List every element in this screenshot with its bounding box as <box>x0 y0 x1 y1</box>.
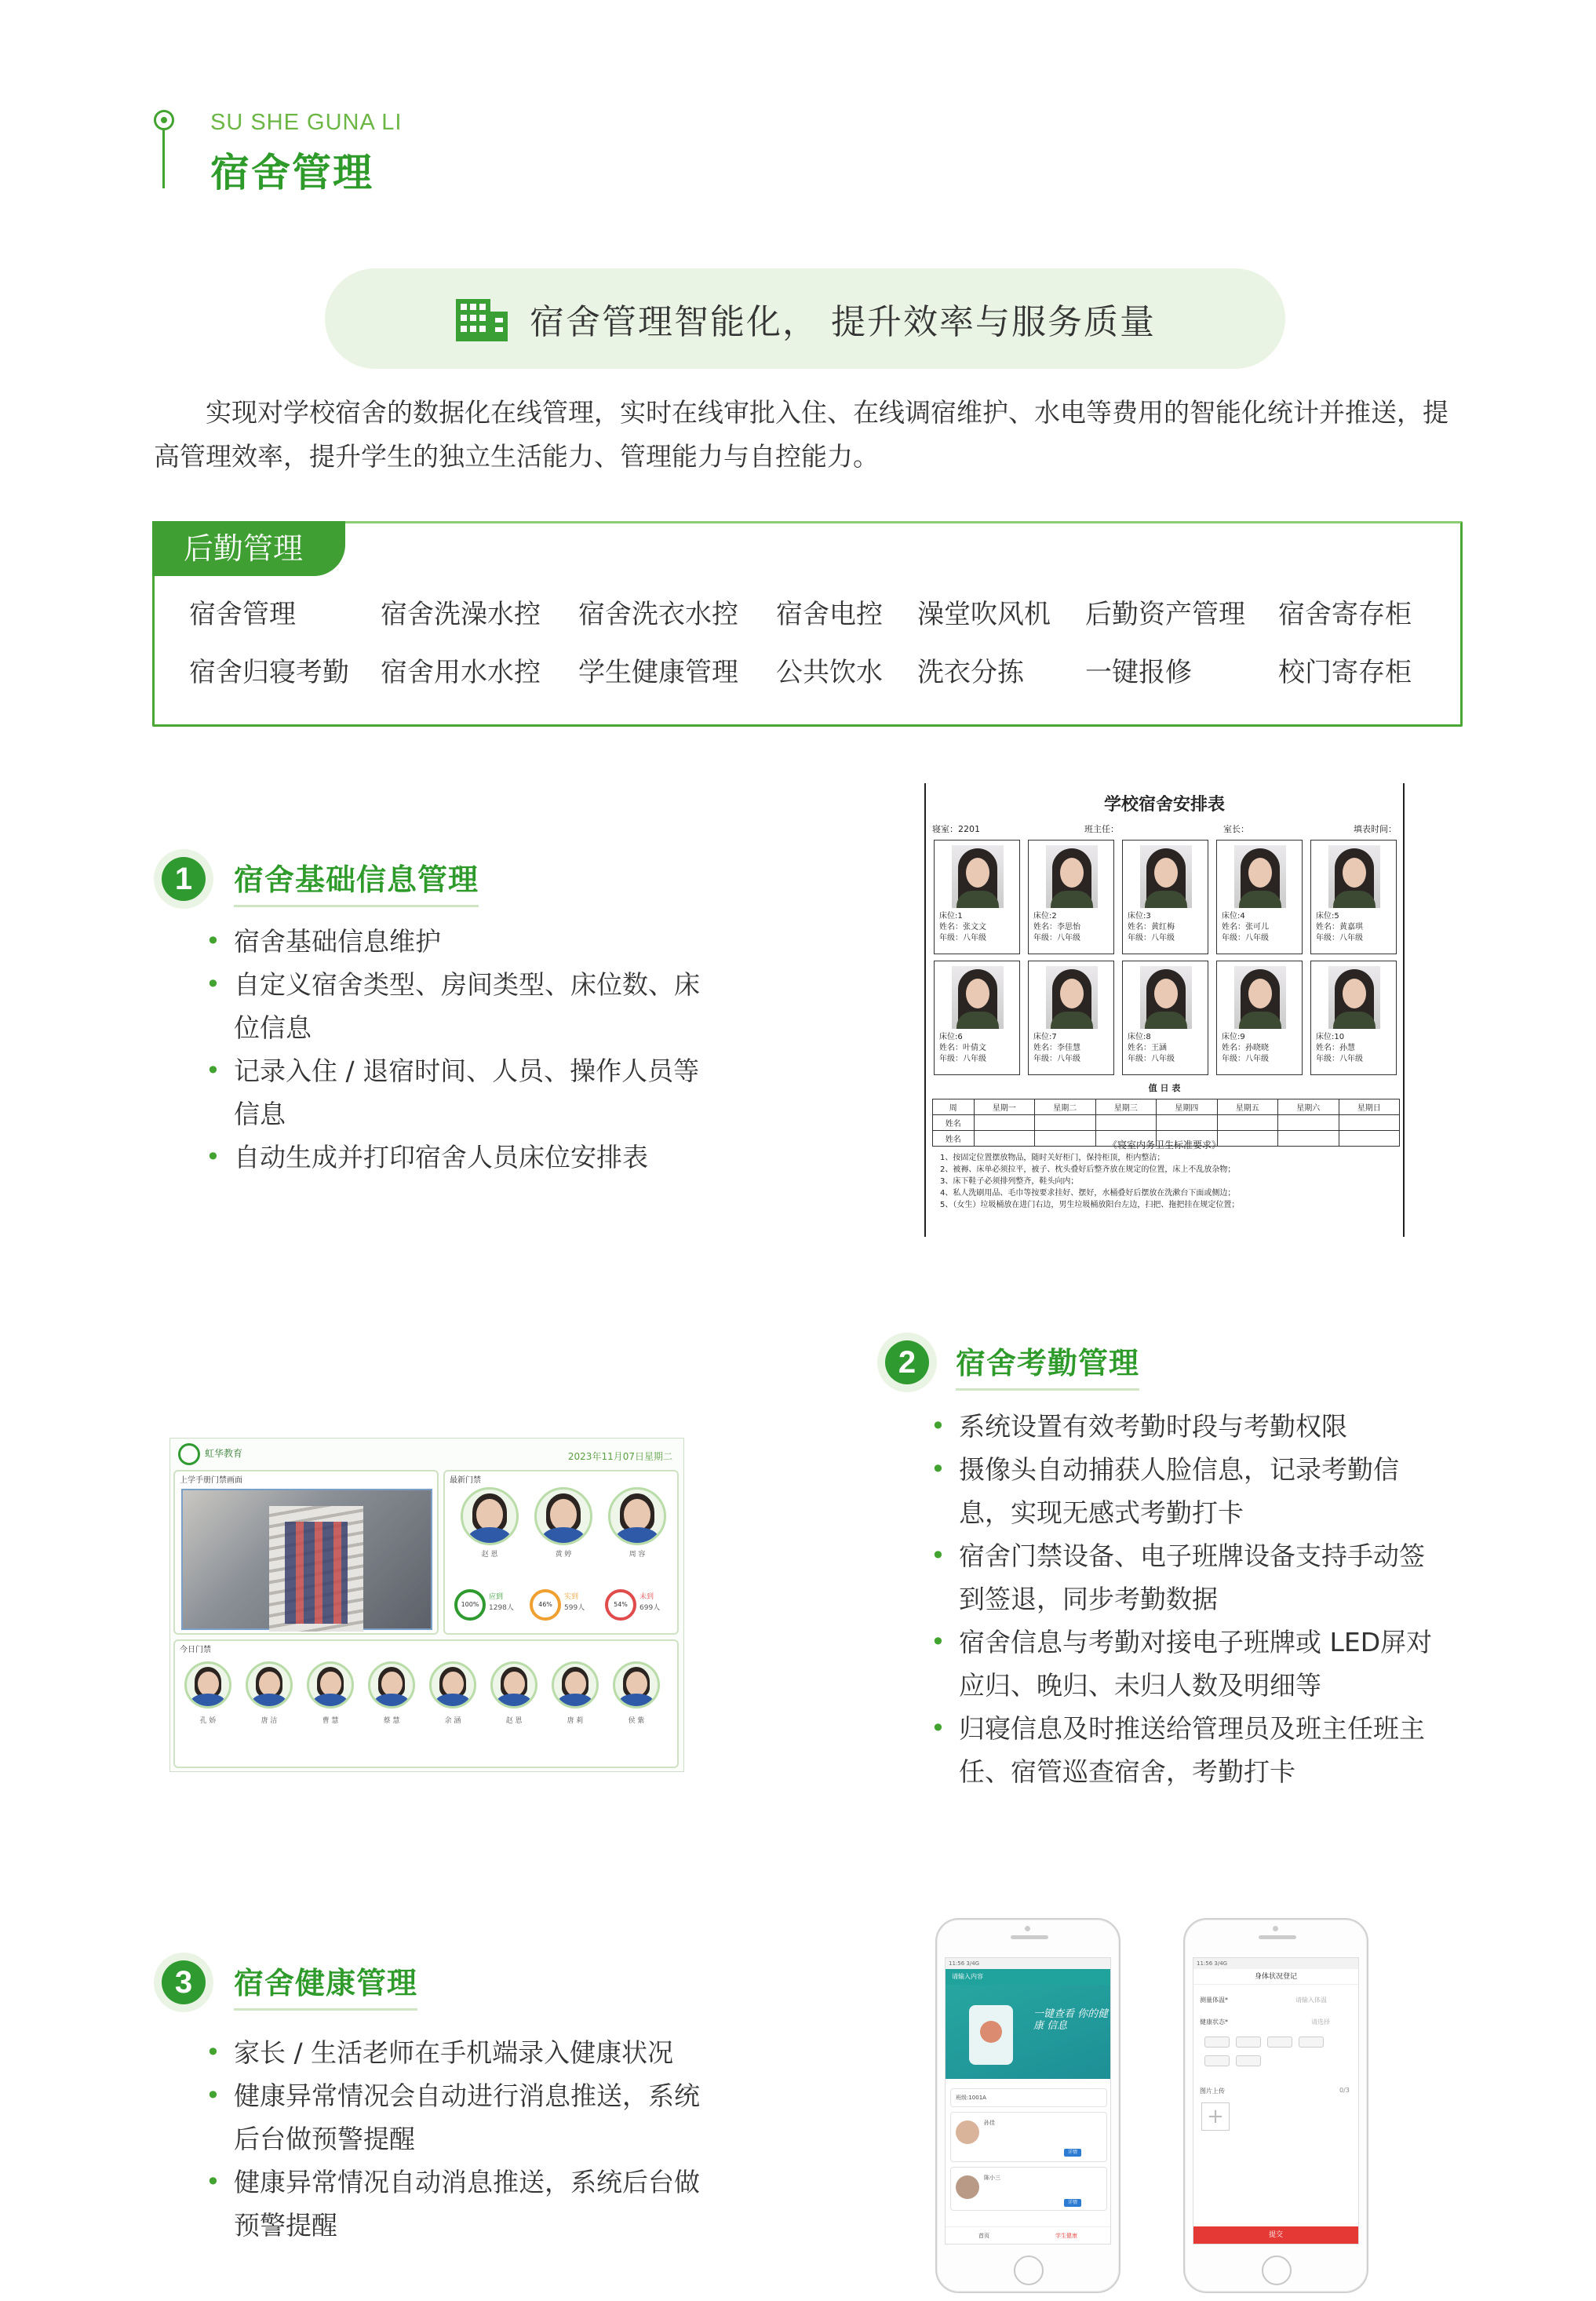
phone-illustration-icon <box>969 2005 1013 2065</box>
status-chip[interactable] <box>1299 2037 1324 2048</box>
bed-card: 床位:10 姓名：孙慧 年级：八年级 <box>1310 961 1397 1075</box>
logistics-item: 宿舍洗衣水控 <box>578 599 738 630</box>
logistics-item: 宿舍用水水控 <box>381 657 541 688</box>
student-photo <box>952 845 1004 908</box>
avatar-name: 曹 慧 <box>322 1717 339 1725</box>
student-photo <box>1328 966 1380 1029</box>
student-photo <box>952 966 1004 1029</box>
sheet-meta: 寝室：2201 班主任： 室长： 填表时间： <box>932 824 1397 834</box>
gauge-count: 1298人 <box>489 1604 514 1612</box>
section-title: 宿舍基础信息管理 <box>234 855 479 907</box>
home-button <box>1262 2255 1292 2285</box>
logistics-item: 一键报修 <box>1085 657 1192 688</box>
avatar <box>246 1661 293 1708</box>
student-photo <box>1234 966 1286 1029</box>
list-item: • 系统设置有效考勤时段与考勤权限 <box>931 1405 1433 1448</box>
avatar <box>368 1661 415 1708</box>
avatar-name: 赵 恩 <box>505 1717 523 1725</box>
banner-text: 宿舍管理智能化， 提升效率与服务质量 <box>530 302 1156 342</box>
student-card[interactable]: 孙佳 详情 <box>950 2112 1107 2162</box>
list-item: • 宿舍信息与考勤对接电子班牌或 LED屏对应归、晚归、未归人数及明细等 <box>931 1621 1433 1707</box>
page-title: 宿舍管理 <box>210 150 373 195</box>
student-photo <box>1140 966 1192 1029</box>
avatar-name: 赵 恩 <box>481 1551 498 1559</box>
logistics-item: 宿舍归寝考勤 <box>189 657 349 688</box>
dashboard-brand: 虹华教育 <box>205 1448 243 1459</box>
list-item: • 摄像头自动捕获人脸信息，记录考勤信息，实现无感式考勤打卡 <box>931 1448 1433 1534</box>
section-number-badge: 2 <box>877 1333 937 1392</box>
avatar-name: 余 涵 <box>444 1717 461 1725</box>
status-chip[interactable] <box>1204 2037 1230 2048</box>
attendance-gauge: 54% <box>605 1589 636 1621</box>
sheet-title: 学校宿舍安排表 <box>1103 794 1225 815</box>
gauge-label: 实到 <box>564 1593 579 1601</box>
avatar <box>490 1661 537 1708</box>
duty-table: 周 星期一 星期二 星期三 星期四 星期五 星期六 星期日 姓名 姓名 <box>932 1099 1400 1147</box>
status-chip[interactable] <box>1236 2037 1261 2048</box>
list-item: • 健康异常情况会自动进行消息推送，系统后台做预警提醒 <box>206 2074 723 2161</box>
bed-card: 床位:2 姓名：李思怡 年级：八年级 <box>1028 840 1114 954</box>
nav-home[interactable]: 首页 <box>978 2233 989 2239</box>
rules-title: 《寝室内务卫生标准要求》 <box>1107 1140 1221 1150</box>
gauge-label: 应到 <box>489 1593 504 1601</box>
list-item: • 健康异常情况自动消息推送，系统后台做预警提醒 <box>206 2161 723 2247</box>
list-item: • 记录入住 / 退宿时间、人员、操作人员等信息 <box>206 1049 723 1136</box>
list-item: • 宿舍基础信息维护 <box>206 920 723 963</box>
avatar-name: 唐 洁 <box>261 1717 278 1725</box>
header-pinyin: SU SHE GUNA LI <box>210 110 403 135</box>
submit-button[interactable]: 提交 <box>1193 2226 1358 2244</box>
nav-health[interactable]: 学生健康 <box>1055 2233 1077 2239</box>
avatar <box>552 1661 599 1708</box>
student-card[interactable]: 陈小三 详情 <box>950 2167 1107 2211</box>
list-item: • 自动生成并打印宿舍人员床位安排表 <box>206 1136 723 1179</box>
bed-card: 床位:1 姓名：张文文 年级：八年级 <box>934 840 1020 954</box>
logistics-item: 澡堂吹风机 <box>917 599 1051 630</box>
header-pin-icon <box>154 110 174 188</box>
duty-title: 值 日 表 <box>1148 1083 1181 1093</box>
attendance-gauge: 100% <box>454 1589 486 1621</box>
student-photo <box>1328 845 1380 908</box>
gauge-label: 未到 <box>639 1593 654 1601</box>
bed-card: 床位:8 姓名：王涵 年级：八年级 <box>1122 961 1208 1075</box>
bed-card: 床位:4 姓名：张可儿 年级：八年级 <box>1216 840 1303 954</box>
bed-card: 床位:6 姓名：叶倩文 年级：八年级 <box>934 961 1020 1075</box>
dorm-arrangement-sheet <box>924 783 1405 1237</box>
avatar <box>956 2120 979 2144</box>
bed-card: 床位:7 姓名：李佳慧 年级：八年级 <box>1028 961 1114 1075</box>
home-button <box>1014 2255 1044 2285</box>
camera-panel: 上学手册门禁画面 <box>173 1470 439 1635</box>
gauge-count: 699人 <box>639 1604 661 1612</box>
avatar <box>184 1661 231 1708</box>
section-number-badge: 1 <box>154 849 213 909</box>
brand-logo-icon <box>178 1443 200 1465</box>
upload-plus-icon[interactable]: + <box>1201 2102 1230 2131</box>
gauge-count: 599人 <box>564 1604 585 1612</box>
section-3-list <box>206 2031 723 2247</box>
logistics-item: 校门寄存柜 <box>1278 657 1412 688</box>
list-item: • 自定义宿舍类型、房间类型、床位数、床位信息 <box>206 963 723 1049</box>
logistics-item: 宿舍管理 <box>189 599 296 630</box>
avatar <box>613 1661 660 1708</box>
status-chip[interactable] <box>1204 2055 1230 2066</box>
status-chip[interactable] <box>1267 2037 1292 2048</box>
today-access-panel: 今日门禁 孔 娇 唐 洁 曹 慧 蔡 慧 余 涵 赵 恩 唐 莉 侯 紫 <box>173 1639 679 1768</box>
health-hero: 一键查看 你的健康 信息 <box>946 1985 1110 2079</box>
logistics-item: 宿舍寄存柜 <box>1278 599 1412 630</box>
attendance-dashboard <box>169 1438 684 1772</box>
form-title: 身体状况登记 <box>1193 1969 1358 1985</box>
logistics-tag: 后勤管理 <box>152 521 345 576</box>
avatar-name: 侯 紫 <box>628 1717 645 1725</box>
building-icon <box>454 294 509 343</box>
temperature-input[interactable]: 请输入体温 <box>1295 1997 1327 2004</box>
avatar-name: 蔡 慧 <box>383 1717 400 1725</box>
class-card[interactable]: 班级:1001A <box>950 2088 1107 2107</box>
avatar <box>956 2175 979 2199</box>
logistics-item: 洗衣分拣 <box>917 657 1024 688</box>
dashboard-date: 2023年11月07日星期二 <box>567 1451 672 1462</box>
slogan-banner <box>325 268 1285 369</box>
avatar-name: 黄 婷 <box>555 1551 572 1559</box>
detail-button[interactable]: 详情 <box>1064 2199 1081 2207</box>
list-item: • 家长 / 生活老师在手机端录入健康状况 <box>206 2031 723 2074</box>
list-item: • 归寝信息及时推送给管理员及班主任班主任、宿管巡查宿舍，考勤打卡 <box>931 1707 1433 1793</box>
avatar-name: 周 容 <box>629 1551 646 1559</box>
phone-health-form: 11:56 3/4G 身体状况登记 测量体温* 请输入体温 健康状态* 请选择 图片上传 0/3 + 提交 <box>1183 1918 1368 2293</box>
logistics-item: 后勤资产管理 <box>1085 599 1245 630</box>
avatar <box>429 1661 476 1708</box>
search-input[interactable]: 请输入内容 <box>946 1969 1110 1985</box>
avatar <box>534 1487 592 1545</box>
section-2-list <box>931 1405 1433 1793</box>
logistics-panel <box>152 521 1463 727</box>
avatar <box>307 1661 354 1708</box>
recent-access-panel: 最新门禁 赵 恩 黄 婷 周 容 100% 应到 1298人 46% 实到 599人 54% 未到 699人 <box>443 1470 679 1635</box>
camera-feed <box>181 1489 432 1630</box>
bed-card: 床位:3 姓名：黄红梅 年级：八年级 <box>1122 840 1208 954</box>
rules-list: 1、按固定位置摆放物品，随时关好柜门，保持柜顶，柜内整洁； 2、被褥、床单必须拉平，被子、枕头叠好后整齐放在规定的位置，床上不乱放杂物； 3、床下鞋子必须排列整齐，鞋头向内； 4、私人洗刷用品、毛巾等按要求挂好、摆好，水桶叠好后摆放在洗漱台下面或侧边； 5、（女生）垃圾桶放在进门右边，男生垃圾桶放阳台左边，扫把、拖把挂在规定位置； <box>940 1154 1240 1209</box>
logistics-item: 公共饮水 <box>776 657 883 688</box>
avatar-name: 孔 娇 <box>199 1717 217 1725</box>
student-photo <box>1140 845 1192 908</box>
logistics-item: 宿舍洗澡水控 <box>381 599 541 630</box>
section-1-list <box>206 920 723 1179</box>
bed-card: 床位:5 姓名：黄嘉琪 年级：八年级 <box>1310 840 1397 954</box>
avatar-name: 唐 莉 <box>567 1717 584 1725</box>
section-title: 宿舍考勤管理 <box>956 1339 1139 1391</box>
list-item: • 宿舍门禁设备、电子班牌设备支持手动签到签退，同步考勤数据 <box>931 1534 1433 1621</box>
phone-health-list: 11:56 3/4G 请输入内容 一键查看 你的健康 信息 班级:1001A 孙佳 详情 陈小三 详情 首页 学生健康 <box>935 1918 1120 2293</box>
intro-paragraph: 实现对学校宿舍的数据化在线管理，实时在线审批入住、在线调宿维护、水电等费用的智能化统计并推送，提高管理效率，提升学生的独立生活能力、管理能力与自控能力。 <box>154 397 1448 472</box>
section-number-badge: 3 <box>154 1953 213 2012</box>
student-photo <box>1234 845 1286 908</box>
status-select[interactable]: 请选择 <box>1311 2018 1330 2026</box>
logistics-item: 学生健康管理 <box>578 657 738 688</box>
avatar <box>461 1487 519 1545</box>
bed-card: 床位:9 姓名：孙晓晓 年级：八年级 <box>1216 961 1303 1075</box>
detail-button[interactable]: 详情 <box>1064 2149 1081 2157</box>
student-photo <box>1046 845 1098 908</box>
section-title: 宿舍健康管理 <box>234 1959 417 2011</box>
attendance-gauge: 46% <box>530 1589 561 1621</box>
status-chip[interactable] <box>1236 2055 1261 2066</box>
student-photo <box>1046 966 1098 1029</box>
avatar <box>608 1487 666 1545</box>
logistics-item: 宿舍电控 <box>776 599 883 630</box>
